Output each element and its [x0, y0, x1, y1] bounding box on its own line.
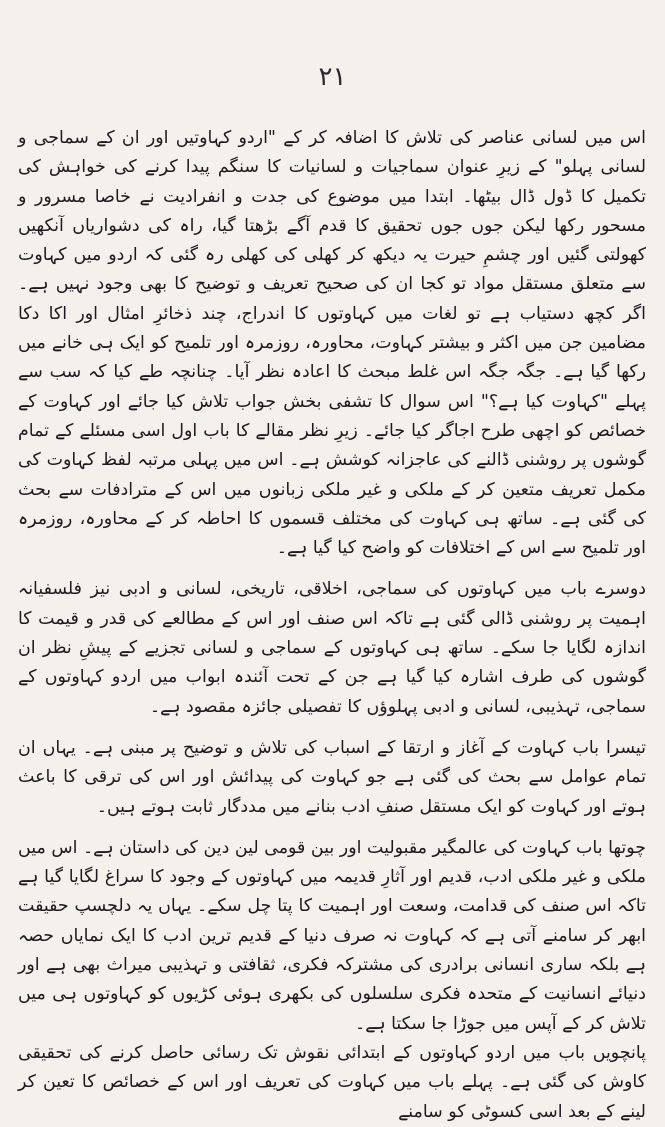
paragraph-3-text: تیسرا باب کہاوت کے آغاز و ارتقا کے اسباب کی تلاش و توضیح پر مبنی ہے۔ یہاں ان تمام عوامل سے بحث کی گئی ہے جو کہاوت کی پیدائش اور اس کی ترقی کا باعث ہوتے اور کہاوت کو ایک مستقل صنفِ ادب بنانے میں مددگار ثابت ہوتے ہیں۔: [18, 737, 646, 817]
paragraph-3: [18, 734, 646, 822]
page-body-text: [18, 124, 646, 1127]
paragraph-5-text: پانچویں باب میں اردو کہاوتوں کے ابتدائی نقوش تک رسائی حاصل کرنے کی تحقیقی کاوش کی گئی ہے۔ پہلے باب میں کہاوت کی تعریف اور اس کے خصائص کا تعین کر لینے کے بعد اسی کسوٹی کو سامنے: [18, 1042, 646, 1122]
paragraph-2: [18, 575, 646, 721]
paragraph-4-text: چوتھا باب کہاوت کی عالمگیر مقبولیت اور بین قومی لین دین کی داستان ہے۔ اس میں ملکی و غیر ملکی ادب، قدیم اور آثارِ قدیمہ میں کہاوتوں کے وجود کا سراغ لگایا گیا ہے تاکہ اس صنف کی قدامت، وسعت اور اہمیت کا پتا چل سکے۔ یہاں یہ دلچسپ حقیقت ابھر کر سامنے آتی ہے کہ کہاوت نہ صرف دنیا کے قدیم ترین ادب کا ایک نمایاں حصہ ہے بلکہ ساری انسانی برادری کی مشترکہ فکری، ثقافتی و تہذیبی میراث بھی ہے اور دنیائے انسانیت کے متحدہ فکری سلسلوں کی بکھری ہوئی کڑیوں کو کہاوتوں ہی میں تلاش کر کے آپس میں جوڑا جا سکتا ہے۔: [18, 837, 646, 1034]
paragraph-4: [18, 834, 646, 1039]
paragraph-5: [18, 1039, 646, 1127]
page-number: ۲۱: [318, 62, 347, 92]
paragraph-1-text: اس میں لسانی عناصر کی تلاش کا اضافہ کر کے "اردو کہاوتیں اور ان کے سماجی و لسانی پہلو" کے زیرِ عنوان سماجیات و لسانیات کا سنگم پیدا کرنے کی خواہش کی تکمیل کا ڈول ڈال بیٹھا۔ ابتدا میں موضوع کی جدت و انفرادیت نے خاصا مسرور و مسحور رکھا لیکن جوں جوں تحقیق کا قدم آگے بڑھتا گیا، راہ کی دشواریاں آنکھیں کھولتی گئیں اور چشمِ حیرت یہ دیکھ کر کھلی کی کھلی رہ گئی کہ اردو میں کہاوت سے متعلق مستقل مواد تو کجا ان کی صحیح تعریف و توضیح کا بھی وجود نہیں ہے۔ اگر کچھ دستیاب ہے تو لغات میں کہاوتوں کا اندراج، چند ذخائرِ امثال اور اکا دکا مضامین جن میں اکثر و بیشتر کہاوت، محاورہ، روزمرہ اور تلمیح کو ایک ہی خانے میں رکھا گیا ہے۔ جگہ جگہ اس غلط مبحث کا اعادہ نظر آیا۔ چنانچہ طے کیا کہ سب سے پہلے "کہاوت کیا ہے؟" اس سوال کا تشفی بخش جواب تلاش کیا جائے اور کہاوت کے خصائص کو اچھی طرح اجاگر کیا جائے۔ زیرِ نظر مقالے کا باب اول اسی مسئلے کے تمام گوشوں پر روشنی ڈالنے کی عاجزانہ کوشش ہے۔ اس میں پہلی مرتبہ لفظ کہاوت کی مکمل تعریف متعین کر کے ملکی و غیر ملکی زبانوں میں اس کے مترادفات سے بحث کی گئی ہے۔ ساتھ ہی کہاوت کی مختلف قسموں کا احاطہ کر کے محاورہ، روزمرہ اور تلمیح سے اس کے اختلافات کو واضح کیا گیا ہے۔: [18, 128, 646, 559]
paragraph-1: [18, 124, 646, 563]
paragraph-2-text: دوسرے باب میں کہاوتوں کی سماجی، اخلاقی، تاریخی، لسانی و ادبی نیز فلسفیانہ اہمیت پر روشنی ڈالی گئی ہے تاکہ اس صنف اور اس کے مطالعے کی قدر و قیمت کا اندازہ لگایا جا سکے۔ ساتھ ہی کہاوتوں کے سماجی و لسانی تجزیے کے پیشِ نظر ان گوشوں کی طرف اشارہ کیا گیا ہے جن کے تحت آئندہ ابواب میں اردو کہاوتوں کے سماجی، تہذیبی، لسانی و ادبی پہلوؤں کا تفصیلی جائزہ مقصود ہے۔: [18, 579, 646, 717]
